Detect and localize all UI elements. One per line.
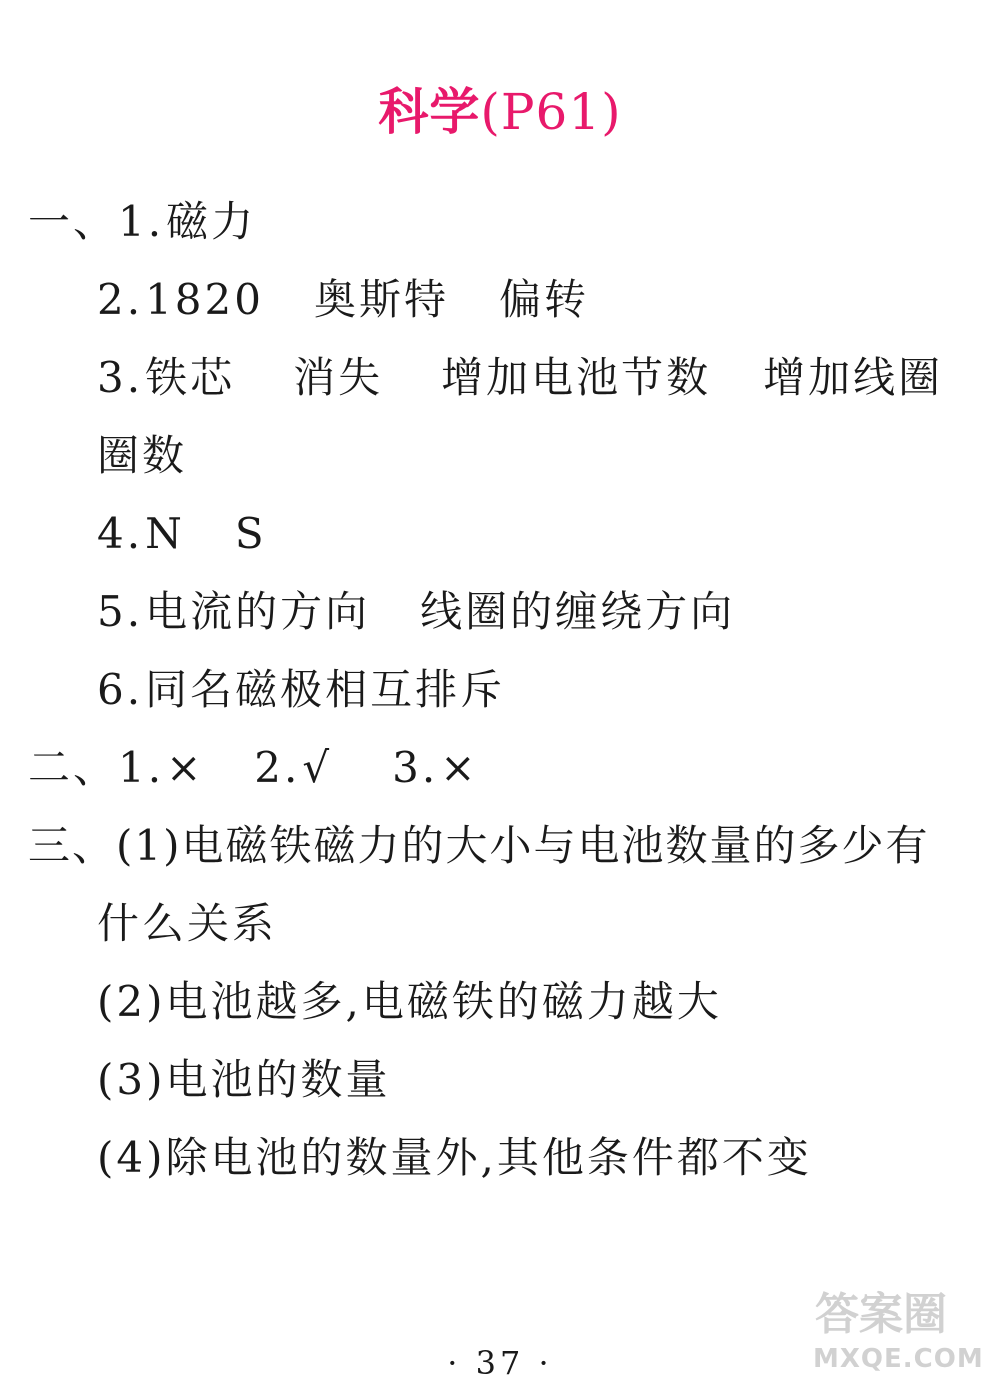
answer-text: 什么关系 bbox=[97, 899, 278, 948]
item-number: (4) bbox=[97, 1133, 166, 1182]
answer-text: 电磁铁磁力的大小与电池数量的多少有 bbox=[181, 821, 930, 870]
answer-text: 电池越多,电磁铁的磁力越大 bbox=[165, 977, 722, 1026]
watermark-url: MXQE.COM bbox=[813, 1344, 984, 1374]
section3-item1 bbox=[28, 821, 930, 871]
answer-text: √ bbox=[302, 743, 333, 792]
answer-text: 线圈的缠绕方向 bbox=[420, 587, 736, 636]
item-number: (1) bbox=[116, 821, 182, 870]
answer-text: S bbox=[234, 509, 267, 558]
answer-text: 圈数 bbox=[97, 431, 188, 480]
item-number: (3) bbox=[97, 1055, 166, 1104]
item-number: 2. bbox=[97, 275, 144, 324]
watermark-logo bbox=[813, 1290, 988, 1382]
answer-text: 电流的方向 bbox=[145, 587, 371, 636]
item-number: 4. bbox=[97, 509, 144, 558]
page-number: · 37 · bbox=[447, 1344, 553, 1382]
answer-text: 偏转 bbox=[498, 275, 589, 324]
answer-text: N bbox=[145, 509, 185, 558]
answer-text: 消失 bbox=[293, 353, 384, 402]
item-number: 5. bbox=[97, 587, 144, 636]
section3-item1-continuation bbox=[97, 899, 277, 949]
item-number: (2) bbox=[97, 977, 166, 1026]
section3-item2 bbox=[97, 977, 722, 1027]
answer-text: 除电池的数量外,其他条件都不变 bbox=[165, 1133, 812, 1182]
section3-marker: 三、 bbox=[28, 821, 117, 870]
item-number: 3. bbox=[392, 743, 439, 792]
section1-item3-continuation bbox=[97, 431, 187, 481]
answer-text: 铁芯 bbox=[145, 353, 236, 402]
answer-text: 增加电池节数 bbox=[441, 353, 712, 402]
answer-text: 1820 bbox=[145, 275, 264, 324]
watermark-text: 答案圈 bbox=[815, 1289, 947, 1340]
item-number: 2. bbox=[254, 743, 301, 792]
answer-text: × bbox=[166, 743, 205, 792]
answer-text: 同名磁极相互排斥 bbox=[145, 665, 506, 714]
section1-item4 bbox=[97, 509, 267, 559]
section1-item5 bbox=[97, 587, 735, 637]
item-number: 3. bbox=[97, 353, 144, 402]
section3-item4 bbox=[97, 1133, 812, 1183]
item-number: 1. bbox=[118, 197, 165, 246]
answer-text: 奥斯特 bbox=[313, 275, 449, 324]
page-title bbox=[0, 82, 1000, 142]
answer-text: × bbox=[440, 743, 479, 792]
section1-item6 bbox=[97, 665, 505, 715]
answer-text: 电池的数量 bbox=[165, 1055, 391, 1104]
section1-item3 bbox=[97, 353, 943, 403]
section1-item2 bbox=[97, 275, 589, 325]
answer-text: 增加线圈 bbox=[763, 353, 944, 402]
item-number: 1. bbox=[118, 743, 165, 792]
section1-item1 bbox=[28, 197, 256, 247]
item-number: 6. bbox=[97, 665, 144, 714]
section1-marker: 一、 bbox=[28, 197, 119, 246]
section3-item3 bbox=[97, 1055, 391, 1105]
section2-marker: 二、 bbox=[28, 743, 119, 792]
section2-answers bbox=[28, 743, 478, 793]
title-main: 科学 bbox=[378, 82, 481, 141]
answer-text: 磁力 bbox=[166, 197, 257, 246]
title-sub: (P61) bbox=[480, 83, 622, 141]
